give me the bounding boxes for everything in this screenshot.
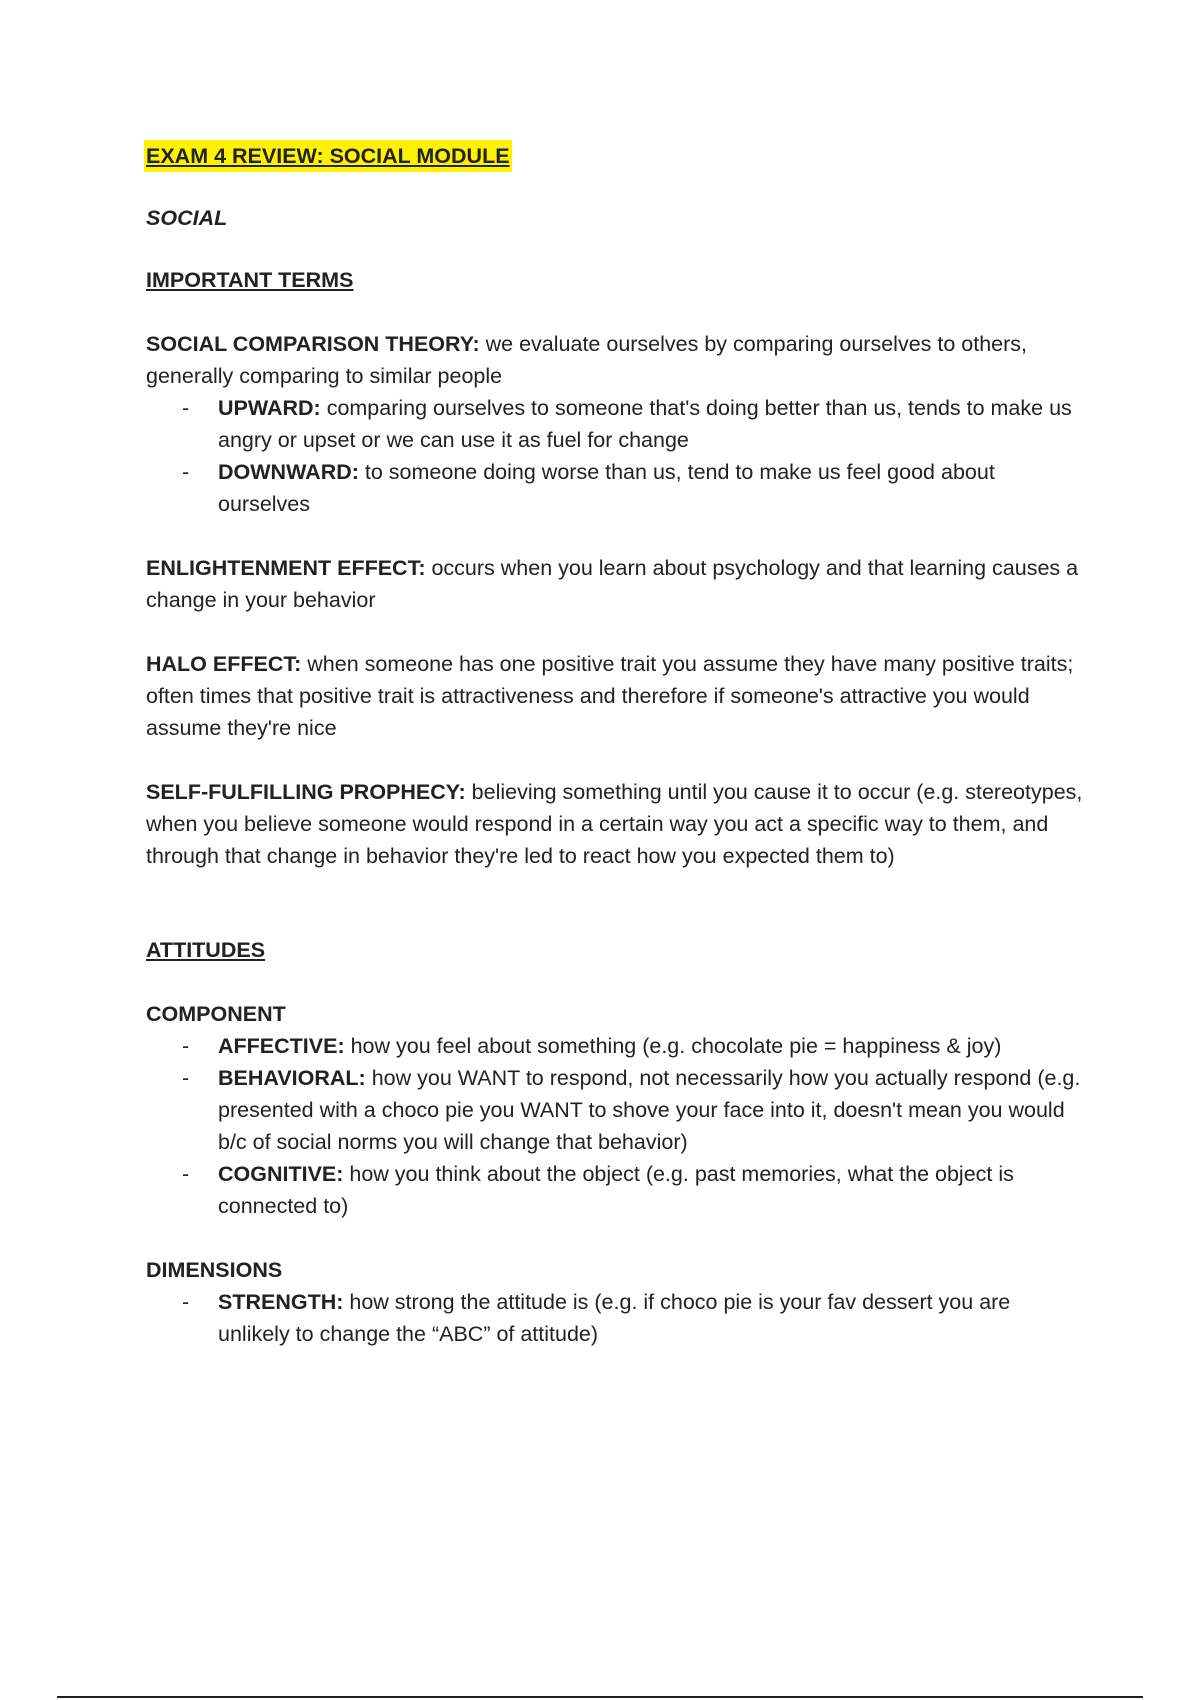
term-label: ENLIGHTENMENT EFFECT: — [146, 556, 426, 580]
term-label: STRENGTH: — [218, 1290, 344, 1314]
term-definition: believing something until you cause it to occur (e.g. stereotypes, when you believe someone would respond in a certain way you act a specific way to them, and through that change in behavior they're led to react how you expected them to) — [146, 780, 1083, 868]
term-label: AFFECTIVE: — [218, 1034, 345, 1058]
term-definition: how you think about the object (e.g. past memories, what the object is connected to) — [218, 1162, 1014, 1218]
dash-bullet: - — [182, 460, 190, 484]
term-definition: to someone doing worse than us, tend to make us feel good about ourselves — [218, 460, 995, 516]
dash-bullet: - — [182, 1290, 190, 1314]
component-block — [146, 998, 1086, 1222]
list-item — [146, 1158, 1086, 1222]
term-definition: comparing ourselves to someone that's doing better than us, tends to make us angry or upset or we can use it as fuel for change — [218, 396, 1072, 452]
dimensions-block — [146, 1254, 1086, 1350]
subheading-component: COMPONENT — [146, 1002, 286, 1026]
dash-bullet: - — [182, 396, 190, 420]
term-definition: how you WANT to respond, not necessarily how you actually respond (e.g. presented with a choco pie you WANT to shove your face into it, doesn't mean you would b/c of social norms you will change that behavior) — [218, 1066, 1081, 1154]
subheading-dimensions: DIMENSIONS — [146, 1258, 283, 1282]
bullet-list — [146, 392, 1086, 520]
term-label: UPWARD: — [218, 396, 321, 420]
list-item — [146, 392, 1086, 456]
document-page — [146, 140, 1086, 1350]
term-definition: how you feel about something (e.g. chocolate pie = happiness & joy) — [344, 1034, 1002, 1058]
dash-bullet: - — [182, 1066, 190, 1090]
section-heading-important-terms: IMPORTANT TERMS — [146, 268, 354, 292]
term-definition: occurs when you learn about psychology and that learning causes a change in your behavior — [146, 556, 1079, 612]
dash-bullet: - — [182, 1034, 190, 1058]
term-definition: when someone has one positive trait you assume they have many positive traits; often times that positive trait is attractiveness and therefore if someone's attractive you would assume they're nice — [146, 652, 1074, 740]
list-item — [146, 456, 1086, 520]
entry-self-fulfilling-prophecy — [146, 776, 1086, 872]
term-label: BEHAVIORAL: — [218, 1066, 366, 1090]
term-label: HALO EFFECT: — [146, 652, 302, 676]
term-label: SOCIAL COMPARISON THEORY: — [146, 332, 480, 356]
subtitle: SOCIAL — [146, 206, 228, 230]
term-label: DOWNWARD: — [218, 460, 359, 484]
section-heading-attitudes: ATTITUDES — [146, 938, 266, 962]
bullet-list — [146, 1286, 1086, 1350]
entry-social-comparison-theory — [146, 328, 1086, 520]
entry-halo-effect — [146, 648, 1086, 744]
bottom-divider — [57, 1696, 1143, 1698]
list-item — [146, 1030, 1086, 1062]
term-definition: how strong the attitude is (e.g. if choco pie is your fav dessert you are unlikely to change the “ABC” of attitude) — [218, 1290, 1011, 1346]
term-label: SELF-FULFILLING PROPHECY: — [146, 780, 466, 804]
term-label: COGNITIVE: — [218, 1162, 344, 1186]
term-definition: we evaluate ourselves by comparing ourselves to others, generally comparing to similar people — [146, 332, 1028, 388]
page-title: EXAM 4 REVIEW: SOCIAL MODULE — [146, 140, 1086, 172]
bullet-list — [146, 1030, 1086, 1222]
list-item — [146, 1062, 1086, 1158]
entry-enlightenment-effect — [146, 552, 1086, 616]
list-item — [146, 1286, 1086, 1350]
dash-bullet: - — [182, 1162, 190, 1186]
